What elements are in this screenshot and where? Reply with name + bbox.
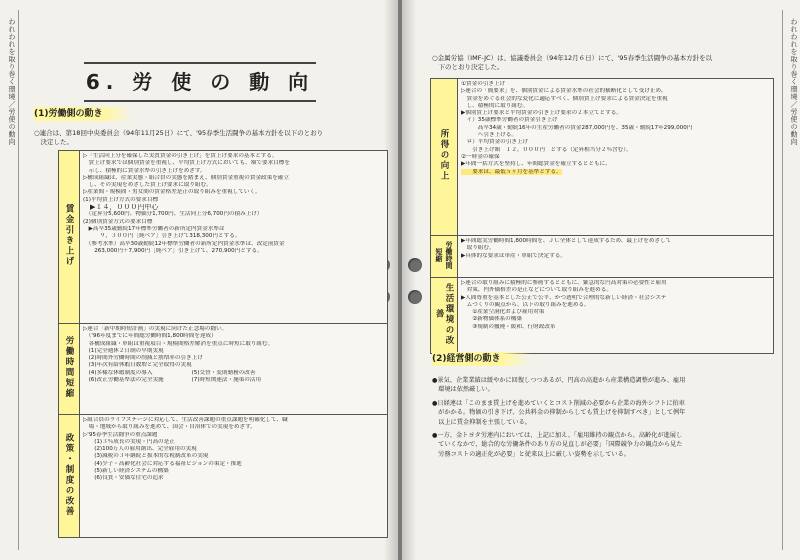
right-side-title: われわれを取り巻く環境／労使の動向 (790, 18, 798, 146)
chapter-title: 6. 労 使 の 動 向 (84, 62, 316, 102)
row-label: 政策・制度の改善 (59, 415, 80, 538)
row-content: ▷連合「新中期時短計画」の実現に向けた正念場の闘い。 （'96年度までに年間総労働時間1,800時間を達成） 各構成組織・単組は重視項目・規模間格差解消を重点に時短に取り組む。 (1)完全週休２日制の早期実現 (2)時間外労働時間の削減と割増率の引き上げ (3)年次有給休暇日数増と完全取得の実現 (4)多様な休暇制度の導入 (5)交替・変則勤務の改善 (6)改正労働基準法の完全実施 (7)時短関連法・施策の活用 (80, 324, 388, 415)
table-row (59, 324, 388, 415)
section-title-labor: (1)労働側の動き (34, 107, 133, 121)
left-page (0, 0, 398, 560)
list-item: ●一方、金トヨタ労連内においては、上記に加え、「雇用維持の観点から、高齢化が進展し (432, 432, 683, 440)
list-item: ●日経連は「このまま賃上げを進めていくとコスト削減の必要から企業の海外シフトに拍車 (432, 399, 685, 407)
row-label: 生活環境の改善 (431, 278, 458, 354)
list-item: 労務コストの適正化が必要」と従来以上に厳しい姿勢を示している。 (432, 450, 630, 458)
row-content: ▷連合の取り組みに積極的に参画するとともに、緊急的な円高対策の必要性と雇用 対策、内外価格差の是正などについて取り組みを進める。 ▶人間尊重を基本とした公正で公平、かつ透明で合理的な新しい経済・社会システ ムづくりの観点から、以下の取り組みを進める。 ①産業空洞化および雇用対策 ②新物価体系の構築 ③規制の撤廃・緩和、行財政改革 (458, 278, 774, 354)
list-item: ていくなかで、総合的な労働条件のあり方の見直しが必要」「国際競争力の観点から見た (432, 441, 683, 449)
right-page (402, 0, 800, 560)
row-label: 労働時間短縮 (431, 236, 458, 278)
table-row (431, 278, 774, 354)
rengo-policy-table (58, 150, 388, 538)
row-label: 賃金引き上げ (59, 151, 80, 324)
table-row (59, 415, 388, 538)
list-item: 環境は依然厳しい。 (432, 386, 494, 394)
table-row (59, 151, 388, 324)
row-label: 労働時間短縮 (59, 324, 80, 415)
management-bullets (432, 376, 777, 459)
row-content: ▷組合員のライフステージに対応して、生活改善課題の重点課題を明確化して、職 場・地域から取り組みを進めて、国会・自治体での実現をめざす。 ▷'95春季生活闘争の重点課題 (1)３％成長の実現・円高の是正 (2)100万人の雇用創出、完全雇用の実現 (3)減税の３年継続と抜本的な税制改革の実現 (4)少子・高齢化社会に対応する福祉ビジョンの策定・推進 (5)新しい経済システムの構築 (6)良質・安価な住宅の追求 (80, 415, 388, 538)
left-side-title: われわれを取り巻く環境／労使の動向 (8, 18, 16, 146)
right-intro: ○金属労協（IMF-JC）は、協議委員会（94年12月６日）にて、'95春季生活闘争の基本方針を以 下のとおり決定した。 (432, 54, 713, 71)
row-content: ▶年間総実労働時間1,800時間を、ＪＣ全体として達成するため、最上げをめざして 取り組む。 ▶具体的な要求は単産・単組で決定する。 (458, 236, 774, 278)
list-item: ●景気、企業業績は緩やかに回復しつつあるが、円高の高進から産業構造調整が進み、雇用 (432, 377, 686, 384)
row-content: ▷「生活向上分を確保した実質賃金の引き上げ」を賃上げ要求の基本とする。 賃上げ要求では個別賃金を重視し、平均賃上げ方式においても、額で要求目標を 示し、積極的に賃金水準の引き上げをめざす。 ▷構成組織は、産業実態・組合員の実態を踏まえ、個別賃金重視の賃金政策を確立 し、その実現をめざした賃上げ要求に取り組む。 ▷産業間・規模間・男女間の賃金格差是正の取り組みを重視していく。 (1)平均賃上げ方式の要求目標 ▶１４，０００円中心 （定昇分5,600円、物価分1,700円、生活向上分6,700円の積み上げ） (2)個別賃金方式の要求目標 ▶高卒35歳勤続17年標準労働者の新所定内賃金水準は ９，３００円［純ベア］引き上げて318,300円とする。 （参考水準）高卒30歳勤続12年標準労働者の新所定内賃金水準は、改定前賃金 263,000円＋7,900円［純ベア］引き上げて、270,900円とする。 (80, 151, 388, 324)
jc-policy-table (430, 78, 774, 354)
list-item: 以上に賃金抑制を主張している。 (432, 418, 531, 426)
left-intro: ○連合は、第18回中央委員会（94年11月25日）にて、'95春季生活闘争の基本方針を以下のとおり 決定した。 (34, 129, 324, 146)
section-title-management: (2)経営側の動き (432, 352, 531, 366)
row-label: 所得の向上 (431, 79, 458, 236)
table-row (431, 79, 774, 236)
list-item: がかかる。物価の引き下げ、公共料金の抑制からしても賃上げを抑制すべき」として例年 (432, 409, 686, 417)
table-row (431, 236, 774, 278)
binder-hole (408, 290, 422, 304)
row-content: ①賃金の引き上げ ▷連合の「簡要求」を、個別賃金による賃金水準の社会的横断化として受け止め、 賃金をめぐる社会的な変化に適応すべく、個別賃上げ要求による賃金決定を重視 し、積極的に取り組む。 ▶個別賃上げ要求と平均賃金の引き上げ要求の２本立てとする。 イ）35歳標準労働者の賃金引き上げ 高卒34歳・勤続16年の生産労働者の賃金287,000円を、35歳・勤続17年299,000円 へ引き上げる。 ロ）平均賃金の引き上げ 引き上げ額 １２，０００円 とする（定昇相当分２％含む）。 ②一時金の確保 ▶年間一括方式を堅持し、年間総賃金を確立するとともに、 要求は、最低５ヶ月を基準とする。 (458, 79, 774, 236)
binder-hole (408, 258, 422, 272)
